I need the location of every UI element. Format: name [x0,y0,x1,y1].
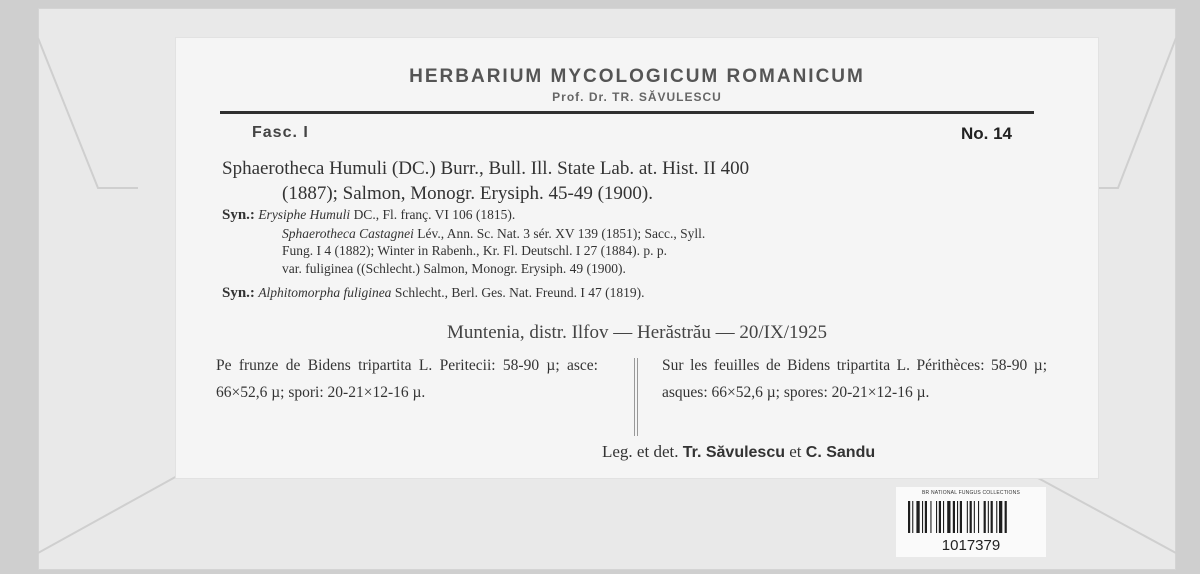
synonym-line: Fung. I 4 (1882); Winter in Rabenh., Kr. Fl. Deutschl. I 27 (1884). p. p. [282,243,668,258]
barcode-bar [991,501,993,533]
barcode-bar [1005,501,1007,533]
barcode-bar [957,501,958,533]
barcode-bar [936,501,937,533]
herbarium-title: HERBARIUM MYCOLOGICUM ROMANICUM [409,66,865,87]
barcode-bar [930,501,931,533]
barcode-bar [967,501,968,533]
synonym-line [222,225,1052,243]
barcode-bar [908,501,910,533]
barcode-bar [974,501,975,533]
synonym-ref: Lév., Ann. Sc. Nat. 3 sér. XV 139 (1851); Sacc., Syll. [417,225,706,241]
collector-1: Tr. Săvulescu [682,444,785,461]
species-citation [222,156,1052,206]
species-line-1: Sphaerotheca Humuli (DC.) Burr., Bull. Ill. State Lab. at. Hist. II 400 [222,158,750,179]
legit-conj: et [789,442,802,461]
synonym-name: Sphaerotheca Castagnei [282,225,414,241]
barcode-bar [984,501,986,533]
barcode-icon [908,501,1034,537]
barcode-bar [953,501,955,533]
barcode-bar [922,501,923,533]
description-french: Sur les feuilles de Bidens tripartita L. Périthèces: 58-90 µ; asques: 66×52,6 µ; spores: 20-21×12-16 µ. [662,357,1047,401]
fascicle-label: Fasc. I [252,124,309,141]
species-line-2: (1887); Salmon, Monogr. Erysiph. 45-49 (1900). [282,183,654,204]
legit-prefix: Leg. et det. [602,442,679,461]
synonym-name: Erysiphe Humuli [258,207,351,222]
barcode-institution: BR NATIONAL FUNGUS COLLECTIONS [922,490,1020,496]
collection-locality: Muntenia, distr. Ilfov — Herăstrău — 20/IX/1925 [447,322,827,343]
herbarium-subtitle: Prof. Dr. TR. SĂVULESCU [552,90,722,104]
barcode-bar [996,501,997,533]
barcode-bar [978,501,979,533]
specimen-number: No. 14 [960,124,1012,143]
barcode-bar [912,501,913,533]
barcode-bar [960,501,962,533]
barcode-label [896,487,1046,557]
column-divider [634,358,638,436]
barcode-bar [916,501,919,533]
collector-2: C. Sandu [805,444,876,461]
synonym-label: Syn.: [222,207,255,223]
barcode-bar [988,501,989,533]
herbarium-label [176,38,1098,478]
synonym-line [222,206,1052,225]
synonym-line: var. fuliginea ((Schlecht.) Salmon, Monogr. Erysiph. 49 (1900). [282,260,626,276]
synonym-label: Syn.: [222,285,255,301]
synonyms-block-1 [222,206,1052,277]
barcode-bar [943,501,944,533]
barcode-bar [999,501,1002,533]
barcode-bar [925,501,927,533]
header-rule [220,111,1034,114]
description-romanian: Pe frunze de Bidens tripartita L. Peritecii: 58-90 µ; asce: 66×52,6 µ; spori: 20-21×12-16 µ. [216,357,598,401]
barcode-bar [939,501,941,533]
barcode-number: 1017379 [941,537,1001,554]
barcode-bar [970,501,972,533]
barcode-bar [947,501,950,533]
synonym-ref: DC., Fl. franç. VI 106 (1815). [353,207,516,222]
collector-line [602,442,875,462]
specimen-envelope [38,8,1176,570]
synonym-name: Alphitomorpha fuliginea [258,285,392,300]
synonym-ref: Schlecht., Berl. Ges. Nat. Freund. I 47 (1819). [394,285,645,300]
synonyms-block-2 [222,284,1052,303]
